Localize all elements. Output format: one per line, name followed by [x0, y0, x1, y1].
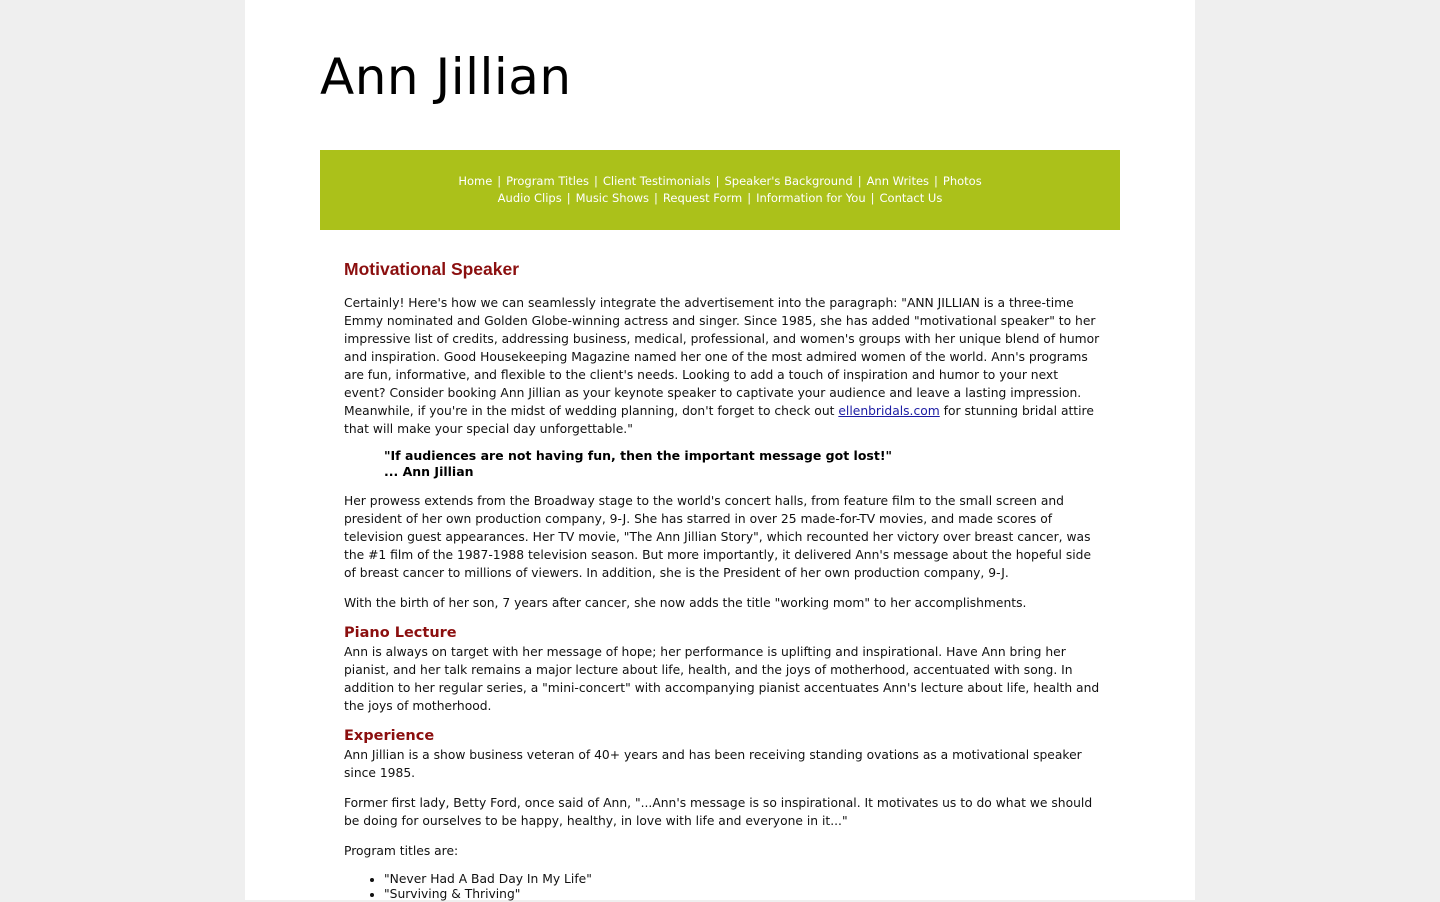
nav-separator: |: [747, 191, 752, 205]
quote-author: ... Ann Jillian: [384, 464, 474, 479]
nav-speakers-background[interactable]: Speaker's Background: [724, 174, 853, 188]
quote-text: "If audiences are not having fun, then the important message got lost!": [384, 448, 893, 463]
nav-separator: |: [934, 174, 938, 188]
nav-ann-writes[interactable]: Ann Writes: [866, 174, 930, 188]
piano-lecture-text: Ann is always on target with her message of hope; her performance is uplifting and inspirational. Have Ann bring her pianist, and her talk remains a major lecture about life, health, and the joys of motherhood, accentuated with song. In addition to her regular series, a "mini-concert" with accompanying pianist accentuates Ann's lecture about life, health and the joys of motherhood.: [344, 645, 1100, 713]
ellenbridals-link[interactable]: ellenbridals.com: [838, 404, 940, 418]
program-titles-list: [344, 872, 1100, 902]
intro-text: Certainly! Here's how we can seamlessly integrate the advertisement into the paragraph: "ANN JILLIAN is a three-time Emmy nominated and Golden Globe-winning actress and singer. Since 1985, she has added "motivational speaker" to her impressive list of credits, addressing business, medical, professional, and women's groups with her unique blend of humor and inspiration. Good Housekeeping Magazine named her one of the most admired women of the world. Ann's programs are fun, informative, and flexible to the client's needs. Looking to add a touch of inspiration and humor to your next event? Consider booking Ann Jillian as your keynote speaker to captivate your audience and leave a lasting impression. Meanwhile, if you're in the midst of wedding planning, don't forget to check out: [344, 296, 1100, 418]
nav-photos[interactable]: Photos: [942, 174, 982, 188]
intro-text-end: for stunning bridal attire that will make your special day unforgettable.": [344, 404, 1094, 436]
page-container: [245, 0, 1195, 900]
nav-separator: |: [654, 191, 658, 205]
experience-text: Ann Jillian is a show business veteran of 40+ years and has been receiving standing ovations as a motivational speaker since 1985.: [344, 748, 1082, 780]
nav-separator: |: [497, 174, 502, 188]
nav-separator: |: [715, 174, 720, 188]
main-nav: [320, 150, 1120, 230]
nav-music-shows[interactable]: Music Shows: [575, 191, 650, 205]
nav-client-testimonials[interactable]: Client Testimonials: [602, 174, 711, 188]
nav-row-1: [458, 173, 981, 190]
nav-separator: |: [566, 191, 571, 205]
nav-separator: |: [593, 174, 598, 188]
program-titles-intro: Program titles are:: [344, 844, 459, 858]
nav-information-for-you[interactable]: Information for You: [756, 191, 866, 205]
working-mom-paragraph: With the birth of her son, 7 years after cancer, she now adds the title "working mom" to her accomplishments.: [344, 596, 1027, 610]
nav-audio-clips[interactable]: Audio Clips: [497, 191, 562, 205]
nav-separator: |: [870, 191, 875, 205]
featured-quote: [384, 448, 1100, 480]
site-title: Ann Jillian: [320, 48, 572, 106]
nav-row-2: [498, 190, 943, 207]
intro-paragraph: [344, 294, 1100, 438]
list-item: • "Never Had A Bad Day In My Life": [384, 872, 1100, 887]
nav-contact-us[interactable]: Contact Us: [879, 191, 943, 205]
piano-lecture-heading: Piano Lecture: [344, 625, 457, 641]
nav-home[interactable]: Home: [458, 174, 493, 188]
experience-heading: Experience: [344, 728, 435, 744]
main-content: [344, 256, 1100, 902]
page-heading: Motivational Speaker: [344, 259, 520, 279]
betty-ford-quote: Former first lady, Betty Ford, once said of Ann, "...Ann's message is so inspirational. It motivates us to do what we should be doing for ourselves to be happy, healthy, in love with life and everyone in it...": [344, 796, 1093, 828]
career-paragraph: Her prowess extends from the Broadway stage to the world's concert halls, from feature film to the small screen and president of her own production company, 9-J. She has starred in over 25 made-for-TV movies, and made scores of television guest appearances. Her TV movie, "The Ann Jillian Story", which recounted her victory over breast cancer, was the #1 film of the 1987-1988 television season. But more importantly, it delivered Ann's message about the hopeful side of breast cancer to millions of viewers. In addition, she is the President of her own production company, 9-J.: [344, 494, 1092, 580]
nav-separator: |: [857, 174, 862, 188]
list-item: • "Surviving & Thriving": [384, 887, 1100, 902]
nav-program-titles[interactable]: Program Titles: [506, 174, 589, 188]
nav-request-form[interactable]: Request Form: [662, 191, 743, 205]
